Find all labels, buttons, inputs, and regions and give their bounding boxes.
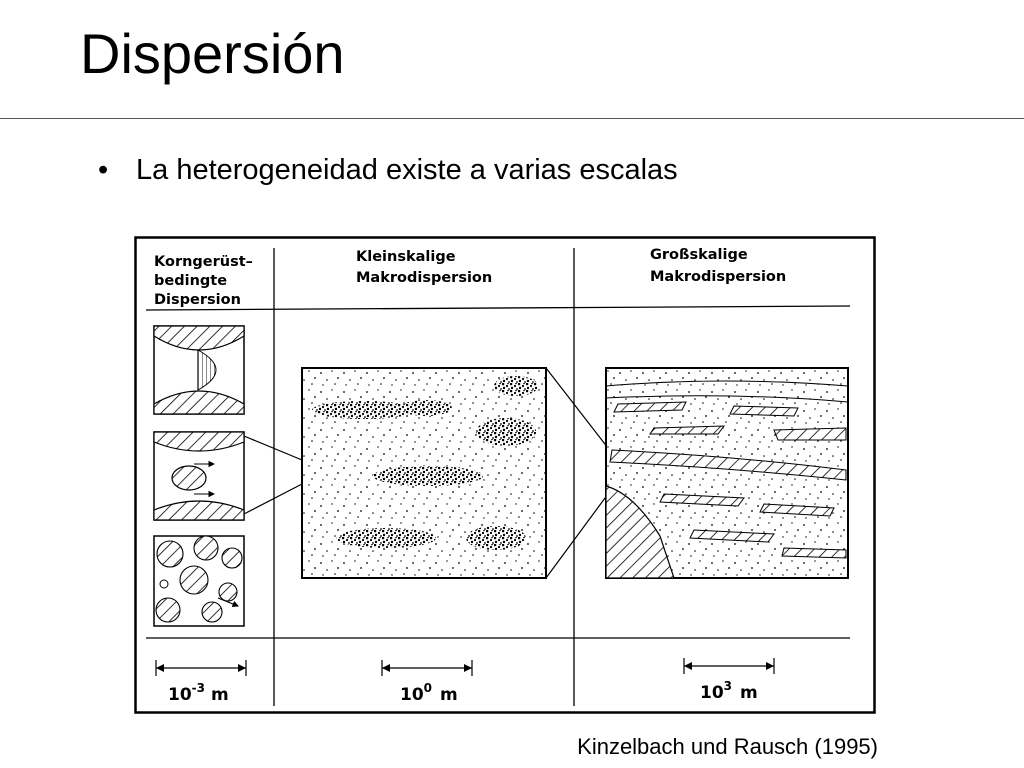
title-divider [0,118,1024,119]
slide-title: Dispersión [80,22,345,85]
column-3-heading: Großskalige Makrodispersion [650,247,787,285]
bullet-text: La heterogeneidad existe a varias escalas [136,154,678,186]
pore-network-sketch [154,536,244,626]
dispersion-scales-figure [134,236,876,714]
pore-velocity-profile-sketch [154,326,244,414]
column-2-heading: Kleinskalige Makrodispersion [356,249,493,286]
bullet-icon: • [98,154,109,186]
column-1-heading: Korngerüst– bedingte Dispersion [154,254,253,308]
bullet-item [98,154,678,187]
svg-text:103m: $10^3$ m [700,679,758,703]
svg-text:100m: $10^0$ m [400,681,458,705]
svg-text:10-3m: $10^{-3}$ m [168,681,229,705]
grain-flow-sketch [154,432,244,520]
small-scale-sediment-block [302,368,546,578]
figure-caption: Kinzelbach und Rausch (1995) [577,734,878,759]
large-scale-aquifer-block [606,368,848,578]
